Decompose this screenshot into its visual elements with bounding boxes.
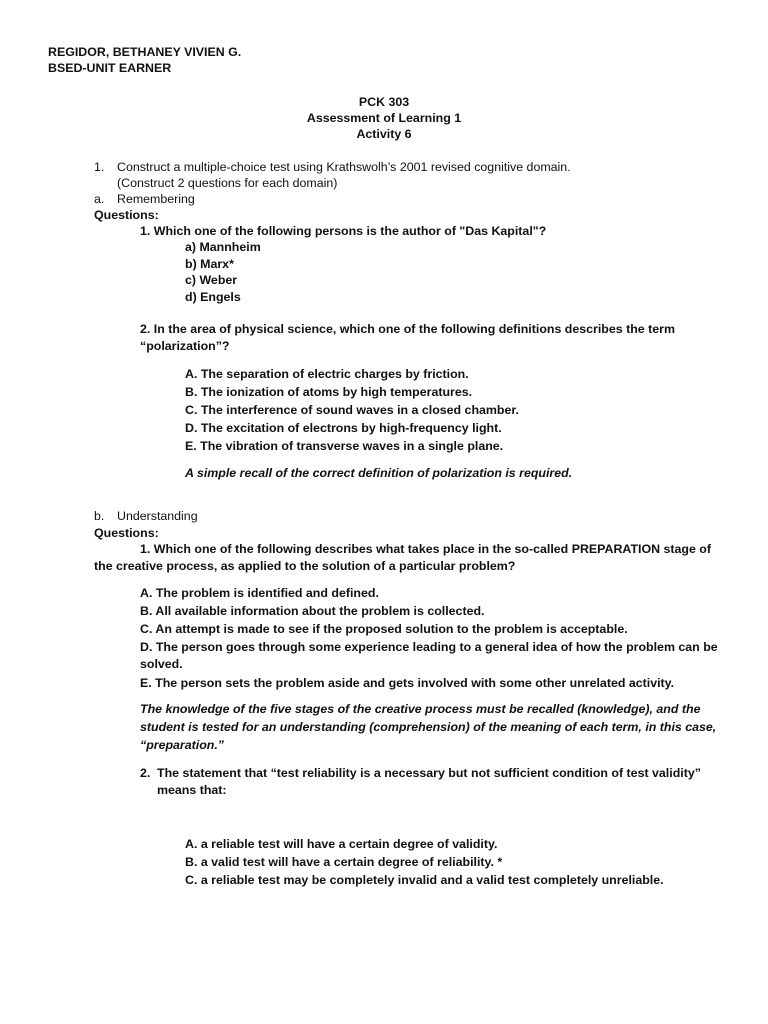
remembering-q2-note: A simple recall of the correct definition of polarization is required. [185, 466, 573, 480]
understanding-q1-option: E. The person sets the problem aside and gets involved with some other unrelated activity. [140, 676, 675, 690]
section-b-questions-label: Questions: [94, 526, 159, 540]
understanding-q1-note: “preparation.” [140, 738, 224, 752]
remembering-q2-option: B. The ionization of atoms by high temperatures. [185, 385, 473, 399]
remembering-q2-option: D. The excitation of electrons by high-frequency light. [185, 421, 502, 435]
section-b-letter: b. [94, 509, 105, 523]
understanding-q2-text-cont: means that: [157, 783, 227, 797]
understanding-q1-option: A. The problem is identified and defined. [140, 586, 379, 600]
understanding-q2-number: 2. [140, 766, 151, 780]
understanding-q1-option: C. An attempt is made to see if the proposed solution to the problem is acceptable. [140, 622, 628, 636]
understanding-q2-text: The statement that “test reliability is a necessary but not sufficient condition of test validity” [157, 766, 701, 780]
instruction-number: 1. [94, 160, 105, 174]
remembering-q1-option: c) Weber [185, 273, 238, 287]
student-name: REGIDOR, BETHANEY VIVIEN G. [48, 45, 242, 59]
understanding-q1-option-cont: solved. [140, 657, 183, 671]
student-program: BSED-UNIT EARNER [48, 61, 172, 75]
section-a-heading: Remembering [117, 192, 195, 206]
instruction-text: Construct a multiple-choice test using Krathswolh’s 2001 revised cognitive domain. [117, 160, 571, 174]
remembering-q2-option: E. The vibration of transverse waves in a single plane. [185, 439, 504, 453]
understanding-q1-text-cont: the creative process, as applied to the solution of a particular problem? [94, 559, 516, 573]
understanding-q1-option: D. The person goes through some experience leading to a general idea of how the problem can be [140, 640, 718, 654]
subject-title: Assessment of Learning 1 [306, 111, 462, 125]
remembering-q2-text: 2. In the area of physical science, which one of the following definitions describes the term [140, 322, 675, 336]
remembering-q1-option: d) Engels [185, 290, 241, 304]
understanding-q1-note: The knowledge of the five stages of the creative process must be recalled (knowledge), and the [140, 702, 701, 716]
activity-title: Activity 6 [356, 127, 412, 141]
section-a-questions-label: Questions: [94, 208, 159, 222]
remembering-q1-text: 1. Which one of the following persons is the author of "Das Kapital"? [140, 224, 547, 238]
remembering-q2-option: A. The separation of electric charges by friction. [185, 367, 469, 381]
remembering-q1-option: b) Marx* [185, 257, 234, 271]
instruction-subtext: (Construct 2 questions for each domain) [117, 176, 338, 190]
understanding-q2-option: A. a reliable test will have a certain degree of validity. [185, 837, 498, 851]
remembering-q1-option: a) Mannheim [185, 240, 261, 254]
understanding-q2-option: B. a valid test will have a certain degree of reliability. * [185, 855, 503, 869]
remembering-q2-text-cont: “polarization”? [140, 339, 230, 353]
understanding-q1-text: 1. Which one of the following describes what takes place in the so-called PREPARATION stage of [140, 542, 711, 556]
understanding-q1-note: student is tested for an understanding (comprehension) of the meaning of each term, in this case, [140, 720, 717, 734]
section-a-letter: a. [94, 192, 105, 206]
understanding-q2-option: C. a reliable test may be completely invalid and a valid test completely unreliable. [185, 873, 664, 887]
course-code: PCK 303 [358, 95, 410, 109]
section-b-heading: Understanding [117, 509, 198, 523]
understanding-q1-option: B. All available information about the problem is collected. [140, 604, 485, 618]
remembering-q2-option: C. The interference of sound waves in a closed chamber. [185, 403, 519, 417]
